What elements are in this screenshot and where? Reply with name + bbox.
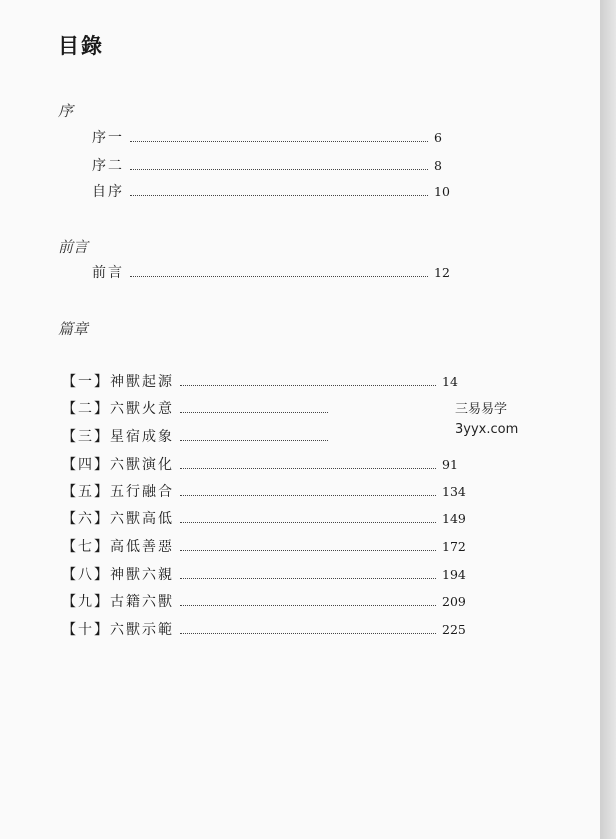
toc-entry-label: 【八】神獸六親 xyxy=(62,567,174,583)
toc-entry-page: 134 xyxy=(442,484,466,499)
dot-leader xyxy=(180,495,436,496)
dot-leader xyxy=(180,412,328,413)
toc-entry[interactable] xyxy=(62,427,362,447)
toc-entry[interactable] xyxy=(62,537,470,557)
toc-entry-label: 【十】六獸示範 xyxy=(62,622,174,638)
toc-entry[interactable] xyxy=(92,182,462,202)
toc-entry-page: 91 xyxy=(442,457,458,472)
toc-entry[interactable] xyxy=(62,565,470,585)
dot-leader xyxy=(130,195,428,196)
toc-entry-page: 149 xyxy=(442,511,466,526)
dot-leader xyxy=(180,522,436,523)
section-heading-preface: 序 xyxy=(58,102,74,120)
toc-entry-label: 【三】星宿成象 xyxy=(62,429,174,445)
toc-entry-label: 【二】六獸火意 xyxy=(62,401,174,417)
toc-entry-page: 209 xyxy=(442,594,466,609)
watermark-url: 3yyx.com xyxy=(455,422,519,437)
dot-leader xyxy=(180,578,436,579)
toc-entry-label: 【四】六獸演化 xyxy=(62,457,174,473)
toc-entry[interactable] xyxy=(62,592,470,612)
page-title: 目錄 xyxy=(58,34,104,58)
toc-entry[interactable] xyxy=(62,509,470,529)
toc-entry[interactable] xyxy=(92,156,462,176)
toc-entry[interactable] xyxy=(92,263,462,283)
toc-entry-page: 8 xyxy=(434,158,442,173)
section-heading-chapters: 篇章 xyxy=(58,320,89,338)
watermark-name: 三易易学 xyxy=(455,402,508,417)
toc-entry-label: 【六】六獸高低 xyxy=(62,511,174,527)
dot-leader xyxy=(180,550,436,551)
dot-leader xyxy=(130,276,428,277)
toc-entry-label: 【五】五行融合 xyxy=(62,484,174,500)
page-edge-shadow xyxy=(600,0,616,839)
toc-entry[interactable] xyxy=(62,455,470,475)
toc-entry[interactable] xyxy=(62,372,470,392)
watermark xyxy=(455,400,518,440)
toc-entry-label: 自序 xyxy=(92,184,124,200)
dot-leader xyxy=(130,169,428,170)
dot-leader xyxy=(180,633,436,634)
toc-entry[interactable] xyxy=(62,399,362,419)
toc-entry-page: 10 xyxy=(434,184,450,199)
toc-entry-label: 【一】神獸起源 xyxy=(62,374,174,390)
toc-entry[interactable] xyxy=(62,620,470,640)
toc-entry-label: 序一 xyxy=(92,130,124,146)
dot-leader xyxy=(180,385,436,386)
toc-entry-label: 前言 xyxy=(92,265,124,281)
toc-entry-page: 172 xyxy=(442,539,466,554)
toc-entry[interactable] xyxy=(92,128,462,148)
toc-entry-label: 【九】古籍六獸 xyxy=(62,594,174,610)
dot-leader xyxy=(180,605,436,606)
toc-entry-page: 14 xyxy=(442,374,458,389)
toc-entry-label: 序二 xyxy=(92,158,124,174)
toc-entry-label: 【七】高低善惡 xyxy=(62,539,174,555)
toc-entry-page: 225 xyxy=(442,622,466,637)
toc-entry-page: 194 xyxy=(442,567,466,582)
toc-entry-page: 12 xyxy=(434,265,450,280)
dot-leader xyxy=(180,440,328,441)
dot-leader xyxy=(130,141,428,142)
dot-leader xyxy=(180,468,436,469)
toc-entry[interactable] xyxy=(62,482,470,502)
section-heading-introduction: 前言 xyxy=(58,238,89,256)
toc-entry-page: 6 xyxy=(434,130,442,145)
